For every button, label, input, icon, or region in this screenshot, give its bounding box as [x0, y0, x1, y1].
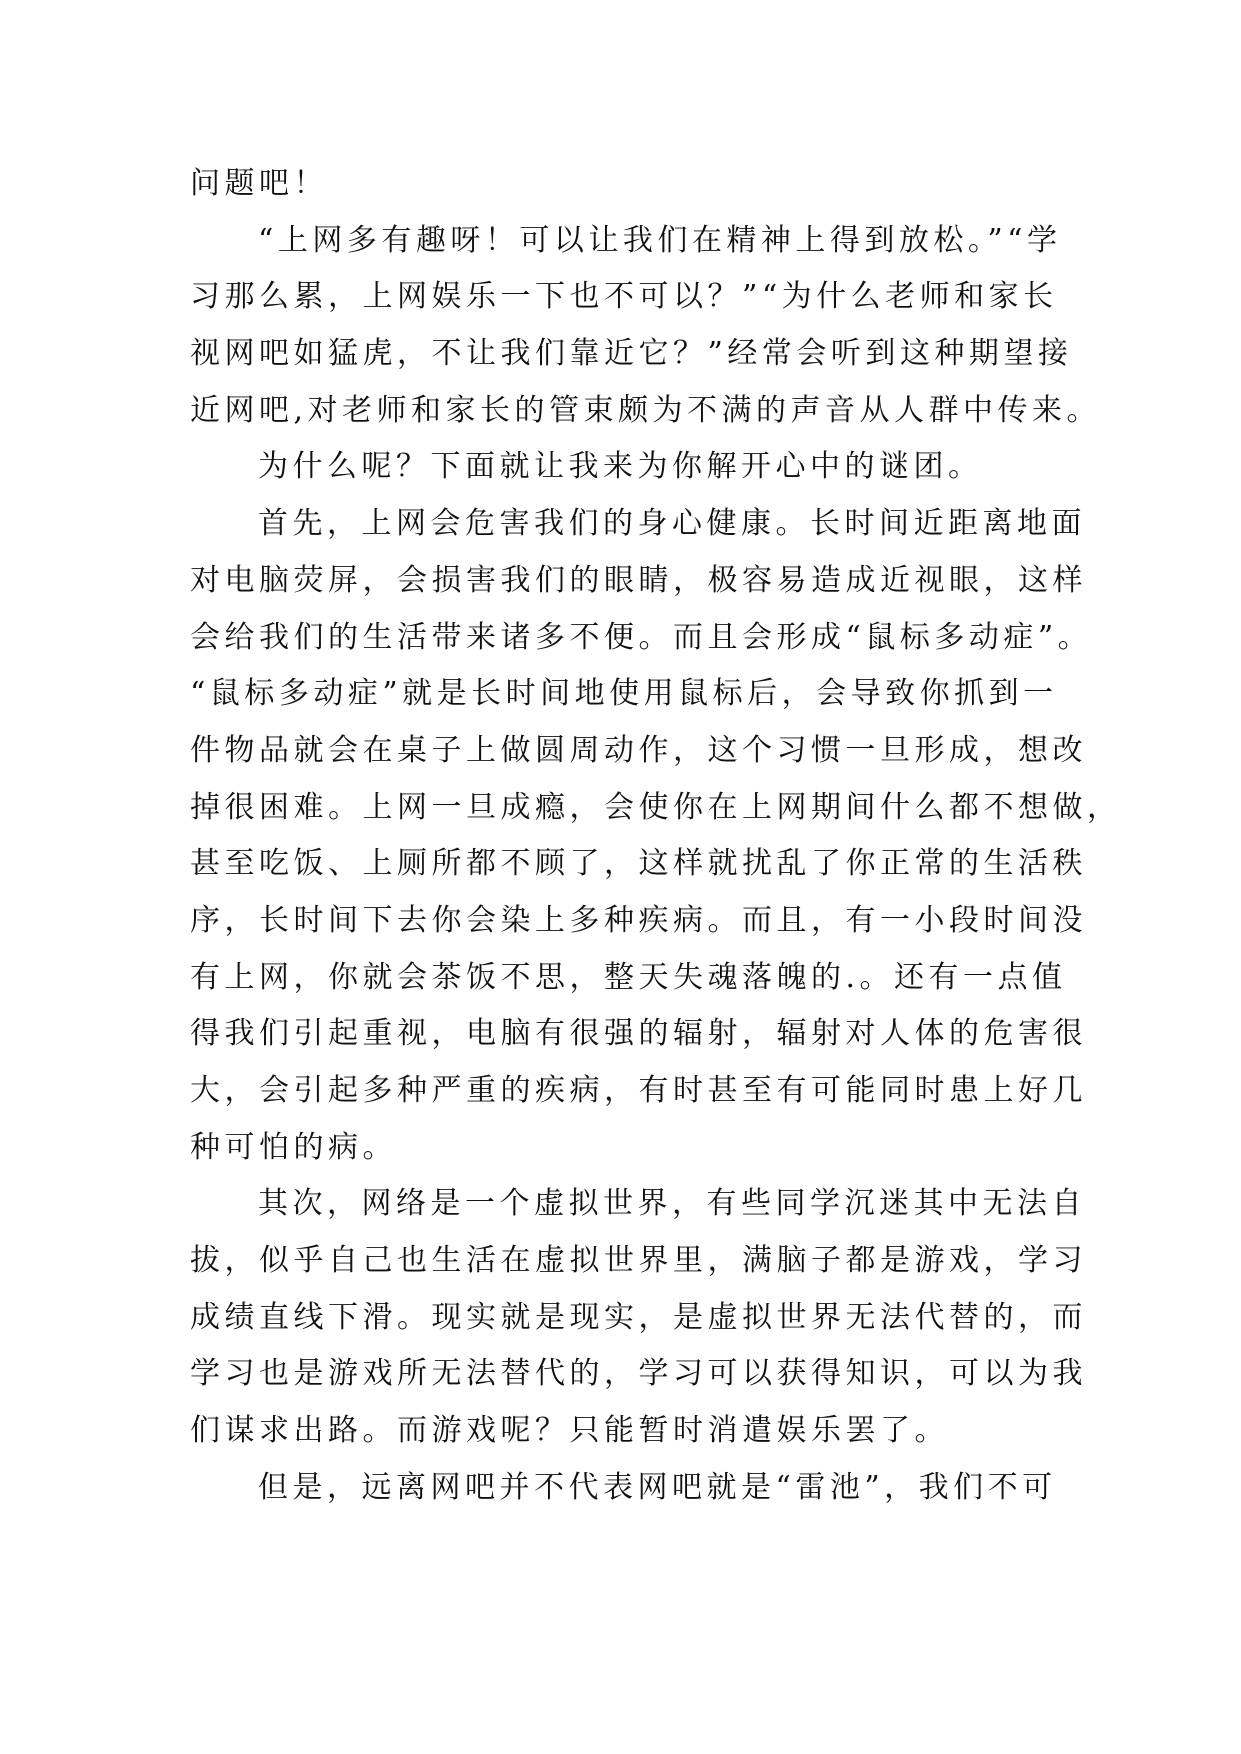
text-line: 学习也是游戏所无法替代的，学习可以获得知识，可以为我 — [190, 1356, 1087, 1392]
text-line: 掉很困难。上网一旦成瘾，会使你在上网期间什么都不想做， — [190, 789, 1122, 825]
text-line: 大，会引起多种严重的疾病，有时甚至有可能同时患上好几 — [190, 1073, 1087, 1108]
text-line: 成绩直线下滑。现实就是现实，是虚拟世界无法代替的，而 — [190, 1299, 1087, 1335]
text-line: 有上网，你就会茶饭不思，整天失魂落魄的.。还有一点值 — [190, 959, 1067, 995]
text-line: 得我们引起重视，电脑有很强的辐射，辐射对人体的危害很 — [190, 1016, 1087, 1052]
text-line: 序，长时间下去你会染上多种疾病。而且，有一小段时间没 — [190, 902, 1087, 938]
text-line: 近网吧,对老师和家长的管束颇为不满的声音从人群中传来。 — [190, 392, 1102, 428]
text-line: 们谋求出路。而游戏呢？只能暂时消遣娱乐罢了。 — [190, 1413, 949, 1449]
paragraph-first-line: 但是，远离网吧并不代表网吧就是“雷池”，我们不可 — [258, 1469, 1057, 1505]
text-line: 会给我们的生活带来诸多不便。而且会形成“鼠标多动症”。 — [190, 619, 1093, 655]
text-line: 问题吧！ — [190, 166, 328, 201]
text-line: “鼠标多动症”就是长时间地使用鼠标后，会导致你抓到一 — [190, 676, 1058, 712]
text-line: 对电脑荧屏，会损害我们的眼睛，极容易造成近视眼，这样 — [190, 562, 1087, 598]
paragraph-first-line: 首先，上网会危害我们的身心健康。长时间近距离地面 — [258, 506, 1086, 542]
text-line: 拔，似乎自己也生活在虚拟世界里，满脑子都是游戏，学习 — [190, 1243, 1087, 1279]
paragraph-first-line: 为什么呢？下面就让我来为你解开心中的谜团。 — [258, 449, 983, 485]
text-line: 种可怕的病。 — [190, 1129, 397, 1165]
text-line: 习那么累，上网娱乐一下也不可以？”“为什么老师和家长 — [190, 279, 1058, 315]
text-line: 件物品就会在桌子上做圆周动作，这个习惯一旦形成，想改 — [190, 732, 1087, 768]
paragraph-first-line: “上网多有趣呀！可以让我们在精神上得到放松。”“学 — [258, 222, 1062, 258]
text-line: 甚至吃饭、上厕所都不顾了，这样就扰乱了你正常的生活秩 — [190, 846, 1087, 882]
paragraph-first-line: 其次，网络是一个虚拟世界，有些同学沉迷其中无法自 — [258, 1186, 1086, 1222]
text-line: 视网吧如猛虎，不让我们靠近它？”经常会听到这种期望接 — [190, 336, 1073, 372]
essay-body — [190, 156, 1122, 1517]
